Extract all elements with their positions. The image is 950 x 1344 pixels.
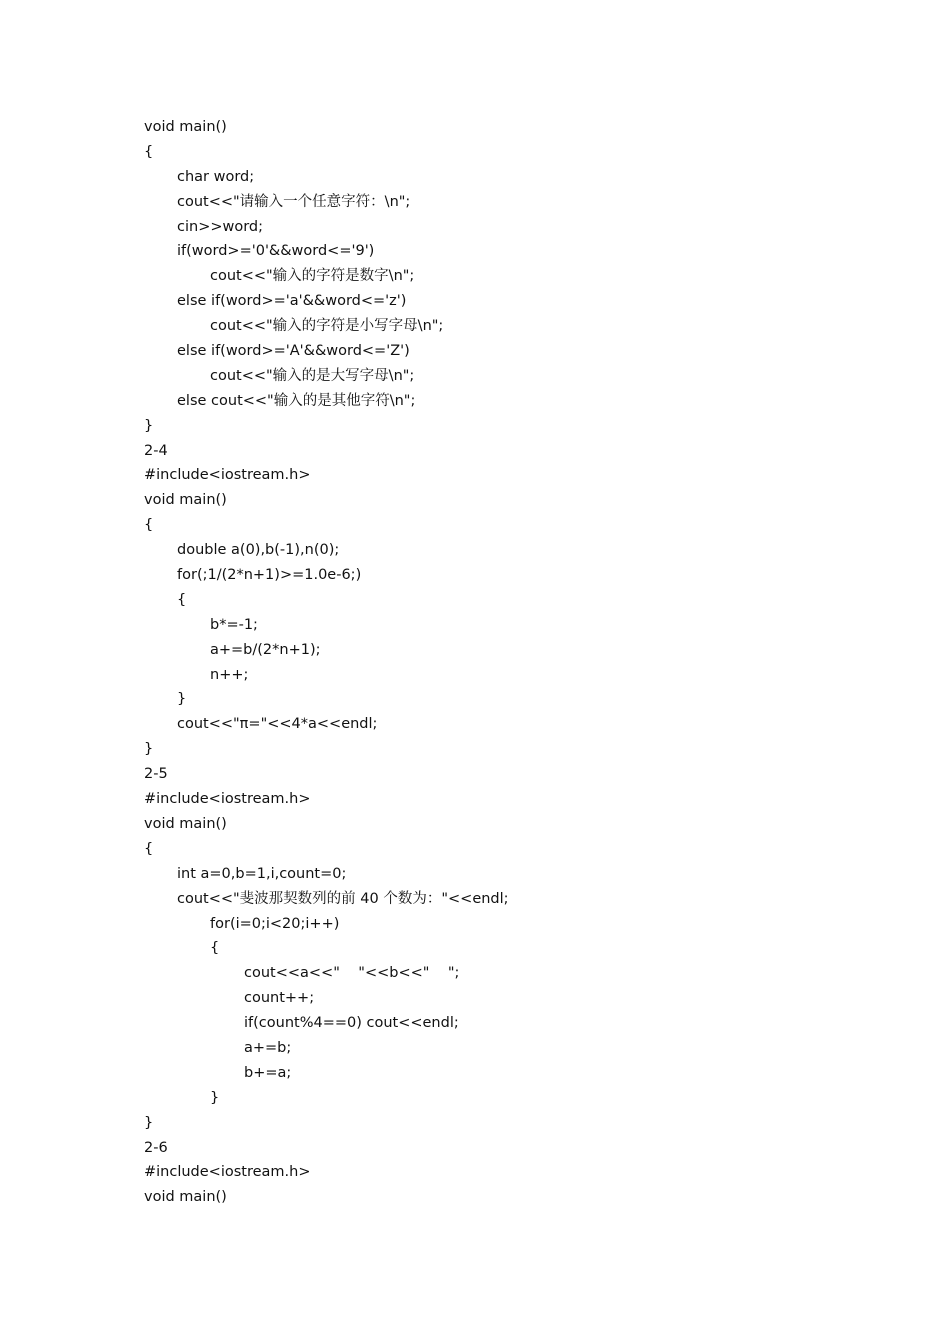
- code-line: cout<<a<<" "<<b<<" ";: [244, 965, 460, 982]
- code-line: else if(word>='a'&&word<='z'): [177, 293, 407, 310]
- code-listing: [144, 115, 904, 1210]
- code-line: 2-4: [144, 442, 168, 459]
- code-line: void main(): [144, 1189, 227, 1206]
- code-line: count++;: [244, 990, 315, 1007]
- code-line: {: [177, 591, 187, 608]
- code-line: if(count%4==0) cout<<endl;: [244, 1015, 459, 1032]
- code-line: else if(word>='A'&&word<='Z'): [177, 343, 410, 360]
- code-line: double a(0),b(-1),n(0);: [177, 542, 340, 559]
- code-line: a+=b;: [244, 1039, 292, 1056]
- code-line: for(;1/(2*n+1)>=1.0e-6;): [177, 567, 362, 584]
- code-line: {: [144, 517, 154, 534]
- code-line: cin>>word;: [177, 218, 264, 235]
- code-line: char word;: [177, 168, 255, 185]
- code-line: n++;: [210, 666, 249, 683]
- code-line: #include<iostream.h>: [144, 791, 311, 808]
- code-line: void main(): [144, 119, 227, 135]
- code-line: cout<<"π="<<4*a<<endl;: [177, 716, 378, 733]
- code-line: }: [144, 417, 154, 434]
- code-line: cout<<"请输入一个任意字符：\n";: [177, 193, 411, 210]
- code-line: else cout<<"输入的是其他字符\n";: [177, 392, 416, 409]
- code-line: cout<<"斐波那契数列的前 40 个数为："<<endl;: [177, 890, 509, 907]
- code-line: }: [177, 691, 187, 708]
- code-line: }: [210, 1089, 220, 1106]
- code-line: if(word>='0'&&word<='9'): [177, 243, 375, 260]
- code-line: b*=-1;: [210, 616, 258, 633]
- code-line: }: [144, 741, 154, 758]
- code-line: void main(): [144, 492, 227, 509]
- code-line: }: [144, 1114, 154, 1131]
- code-line: #include<iostream.h>: [144, 467, 311, 484]
- code-line: 2-6: [144, 1139, 168, 1156]
- code-line: cout<<"输入的字符是小写字母\n";: [210, 318, 444, 335]
- code-line: b+=a;: [244, 1064, 292, 1081]
- code-line: int a=0,b=1,i,count=0;: [177, 865, 347, 882]
- code-line: cout<<"输入的是大写字母\n";: [210, 367, 415, 384]
- code-line: {: [144, 840, 154, 857]
- code-line: {: [144, 143, 154, 160]
- code-line: {: [210, 940, 220, 957]
- code-line: 2-5: [144, 766, 168, 783]
- code-line: cout<<"输入的字符是数字\n";: [210, 268, 415, 285]
- code-line: #include<iostream.h>: [144, 1164, 311, 1181]
- code-line: void main(): [144, 815, 227, 832]
- code-line: a+=b/(2*n+1);: [210, 641, 321, 658]
- code-line: for(i=0;i<20;i++): [210, 915, 340, 932]
